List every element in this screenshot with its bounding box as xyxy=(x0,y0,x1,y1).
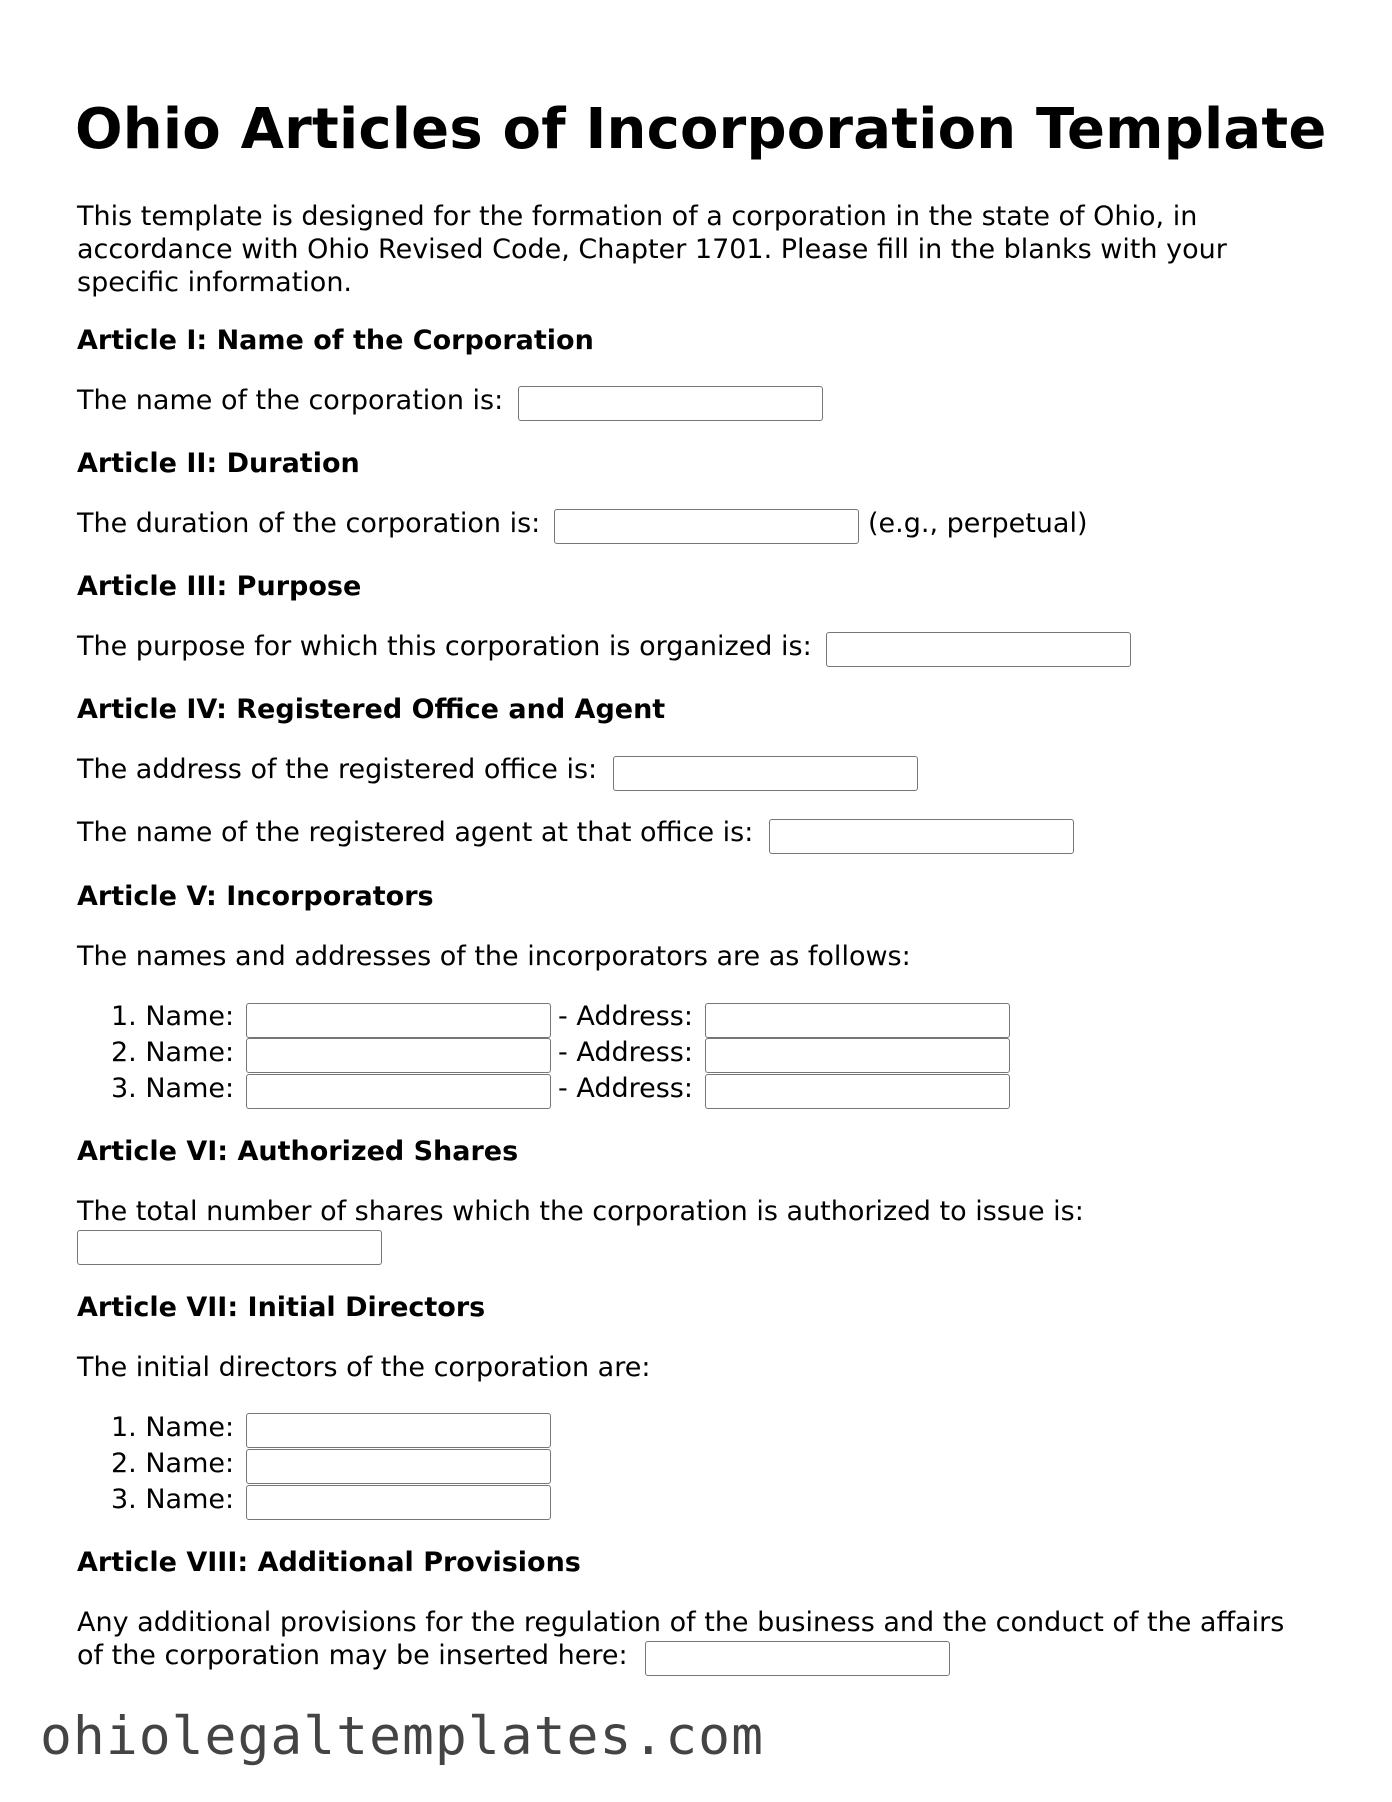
duration-label: The duration of the corporation is: xyxy=(77,508,541,539)
incorporator-3-name-label: 3. Name: xyxy=(111,1073,235,1104)
incorporators-label: The names and addresses of the incorporators are as follows: xyxy=(77,941,911,972)
additional-provisions-input[interactable] xyxy=(645,1641,950,1676)
article-6-heading: Article VI: Authorized Shares xyxy=(77,1136,519,1167)
article-2-heading: Article II: Duration xyxy=(77,448,360,479)
article-4-heading: Article IV: Registered Office and Agent xyxy=(77,694,666,725)
corporation-name-input[interactable] xyxy=(518,386,823,421)
registered-agent-input[interactable] xyxy=(769,819,1074,854)
director-1-name-input[interactable] xyxy=(246,1413,551,1448)
registered-office-input[interactable] xyxy=(613,756,918,791)
article-1-heading: Article I: Name of the Corporation xyxy=(77,325,594,356)
intro-paragraph: This template is designed for the formation of a corporation in the state of Ohio, in accordance with Ohio Revised Code, Chapter 1701. Please fill in the blanks with your specific information. xyxy=(77,201,1227,298)
director-1-name-label: 1. Name: xyxy=(111,1412,235,1443)
incorporator-1-name-input[interactable] xyxy=(246,1003,551,1038)
initial-directors-label: The initial directors of the corporation are: xyxy=(77,1352,651,1383)
article-7-heading: Article VII: Initial Directors xyxy=(77,1292,486,1323)
footer-watermark: ohiolegaltemplates.com xyxy=(40,1706,764,1767)
director-2-name-label: 2. Name: xyxy=(111,1448,235,1479)
registered-office-label: The address of the registered office is: xyxy=(77,754,598,785)
incorporator-1-address-label: - Address: xyxy=(558,1001,693,1032)
incorporator-3-address-input[interactable] xyxy=(705,1074,1010,1109)
incorporator-1-address-input[interactable] xyxy=(705,1003,1010,1038)
purpose-input[interactable] xyxy=(826,632,1131,667)
purpose-label: The purpose for which this corporation is organized is: xyxy=(77,631,812,662)
incorporator-2-address-label: - Address: xyxy=(558,1037,693,1068)
registered-agent-label: The name of the registered agent at that office is: xyxy=(77,817,754,848)
incorporator-3-address-label: - Address: xyxy=(558,1073,693,1104)
authorized-shares-label: The total number of shares which the corporation is authorized to issue is: xyxy=(77,1196,1084,1227)
director-2-name-input[interactable] xyxy=(246,1449,551,1484)
additional-provisions-label-line-2: of the corporation may be inserted here: xyxy=(77,1640,628,1671)
director-3-name-label: 3. Name: xyxy=(111,1484,235,1515)
article-8-heading: Article VIII: Additional Provisions xyxy=(77,1547,581,1578)
director-3-name-input[interactable] xyxy=(246,1485,551,1520)
incorporator-2-name-input[interactable] xyxy=(246,1038,551,1073)
incorporator-1-name-label: 1. Name: xyxy=(111,1001,235,1032)
article-5-heading: Article V: Incorporators xyxy=(77,881,434,912)
article-3-heading: Article III: Purpose xyxy=(77,571,362,602)
duration-hint: (e.g., perpetual) xyxy=(868,508,1088,539)
corporation-name-label: The name of the corporation is: xyxy=(77,385,504,416)
incorporator-2-address-input[interactable] xyxy=(705,1038,1010,1073)
additional-provisions-label-line-1: Any additional provisions for the regulation of the business and the conduct of the affairs xyxy=(77,1607,1285,1638)
page-title: Ohio Articles of Incorporation Template xyxy=(75,97,1327,162)
incorporator-3-name-input[interactable] xyxy=(246,1074,551,1109)
authorized-shares-input[interactable] xyxy=(77,1230,382,1265)
duration-input[interactable] xyxy=(554,509,859,544)
incorporator-2-name-label: 2. Name: xyxy=(111,1037,235,1068)
